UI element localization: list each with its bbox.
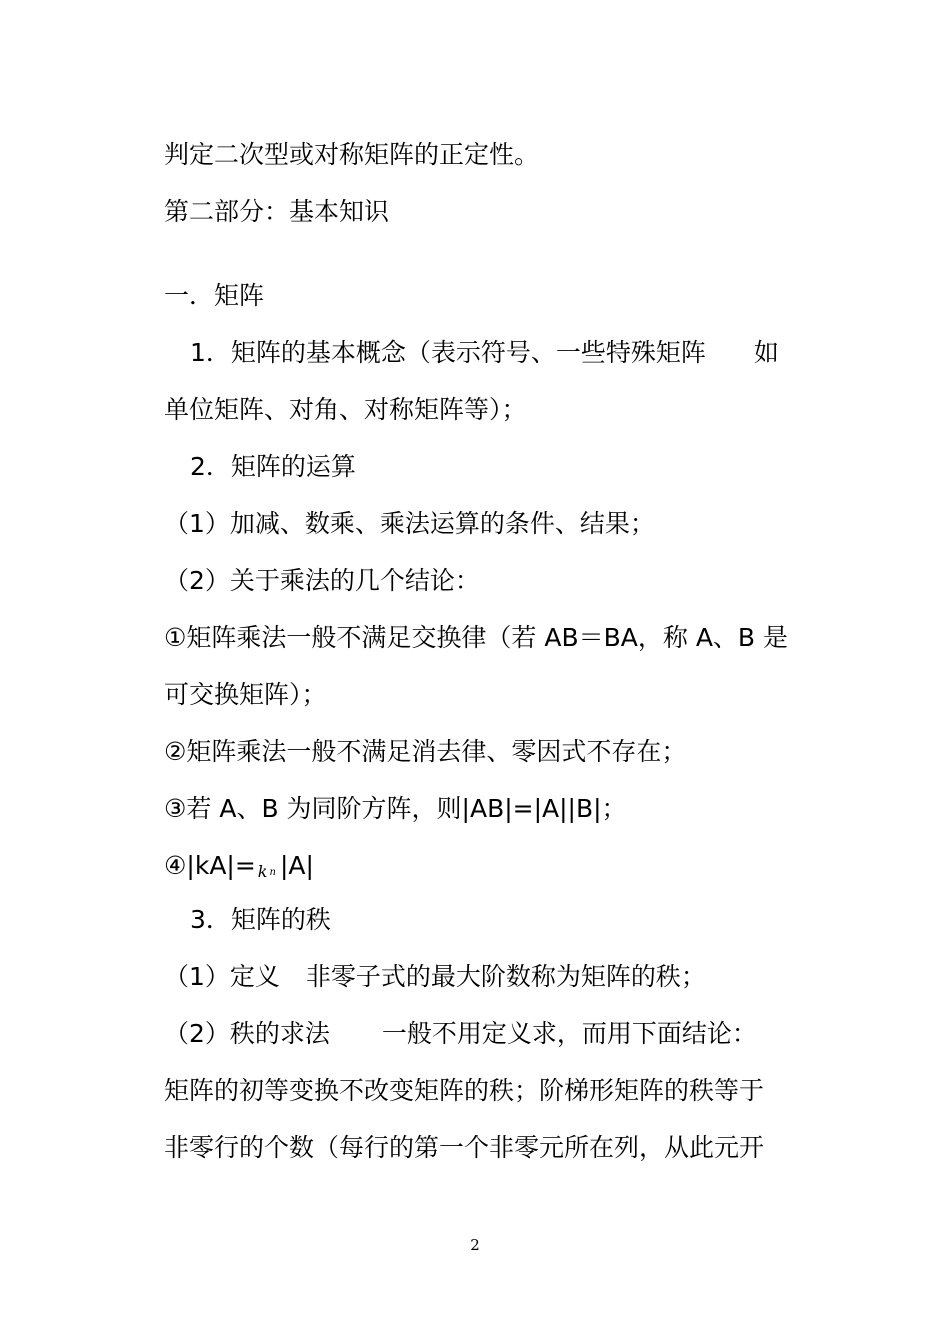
list-item-text: 非零子式的最大阶数称为矩阵的秩； (305, 962, 706, 991)
paragraph-text: 可交换矩阵）； (164, 680, 327, 709)
list-item: 3．矩阵的秩 (190, 905, 331, 934)
formula-text: |A| (279, 851, 314, 880)
list-item: ①矩阵乘法一般不满足交换律（若 AB＝BA，称 A、B 是 (164, 623, 789, 652)
list-item: ②矩阵乘法一般不满足消去律、零因式不存在； (164, 737, 687, 766)
list-item-text: 一般不用定义求，而用下面结论： (381, 1019, 757, 1048)
list-item-text: 如 (753, 338, 779, 367)
paragraph-text: 非零行的个数（每行的第一个非零元所在列，从此元开 (164, 1133, 765, 1162)
page-number: 2 (470, 1236, 480, 1254)
paragraph-text: 单位矩阵、对角、对称矩阵等）； (164, 395, 527, 424)
list-item (164, 1019, 757, 1049)
formula-text: ④|kA|= (164, 851, 256, 880)
formula-line (164, 851, 314, 887)
formula-variable: k (257, 862, 268, 881)
paragraph-text: 矩阵的初等变换不改变矩阵的秩；阶梯形矩阵的秩等于 (164, 1076, 765, 1105)
list-item-text: 1．矩阵的基本概念（表示符号、一些特殊矩阵 (190, 338, 706, 367)
paragraph-text: 判定二次型或对称矩阵的正定性。 (164, 140, 540, 169)
list-item: （2）关于乘法的几个结论： (164, 566, 480, 595)
list-item: （1）加减、数乘、乘法运算的条件、结果； (164, 509, 655, 538)
list-item: 2．矩阵的运算 (190, 452, 356, 481)
list-item (164, 962, 706, 992)
formula-exponent: n (269, 867, 276, 878)
list-item-label: （2）秩的求法 (164, 1019, 330, 1048)
list-item (190, 338, 779, 368)
list-item: ③若 A、B 为同阶方阵，则|AB|=|A||B|； (164, 794, 627, 823)
list-item-label: （1）定义 (164, 962, 280, 991)
section-heading: 第二部分：基本知识 (164, 197, 390, 226)
chapter-heading: 一．矩阵 (164, 281, 265, 310)
